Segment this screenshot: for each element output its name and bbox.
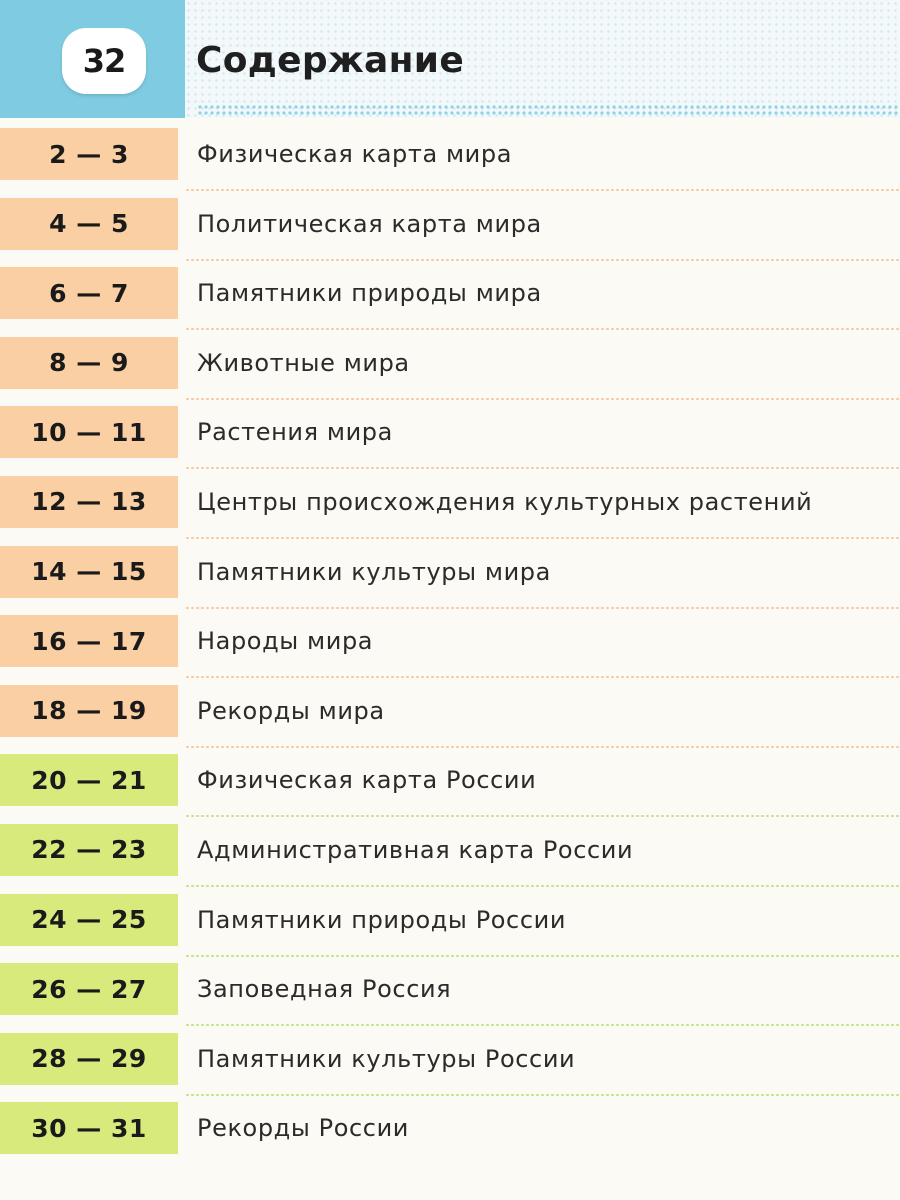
dotted-divider <box>185 327 900 331</box>
page-title: Содержание <box>196 40 465 81</box>
page-number-badge: 32 <box>62 28 146 94</box>
page-range: 2 — 3 <box>0 128 178 180</box>
dotted-divider <box>185 814 900 818</box>
title-underline <box>197 104 900 116</box>
entry-title: Центры происхождения культурных растений <box>197 487 813 516</box>
dotted-divider <box>185 884 900 888</box>
dotted-divider <box>185 606 900 610</box>
page-range: 4 — 5 <box>0 198 178 250</box>
entry-title: Памятники природы мира <box>197 279 542 308</box>
entry-title: Политическая карта мира <box>197 209 542 238</box>
toc-row[interactable] <box>0 615 900 685</box>
entry-title: Физическая карта мира <box>197 140 513 168</box>
toc-row[interactable] <box>0 754 900 824</box>
toc-row[interactable] <box>0 337 900 407</box>
dotted-divider <box>185 1023 900 1027</box>
toc-row[interactable] <box>0 128 900 198</box>
page-range: 16 — 17 <box>0 615 178 667</box>
entry-title: Народы мира <box>197 627 374 656</box>
dotted-divider <box>185 675 900 679</box>
toc-row[interactable] <box>0 963 900 1033</box>
dotted-divider <box>185 745 900 749</box>
toc-row[interactable] <box>0 546 900 616</box>
entry-title: Заповедная Россия <box>197 975 452 1004</box>
page-range: 28 — 29 <box>0 1033 178 1085</box>
page-range: 26 — 27 <box>0 963 178 1015</box>
toc-row[interactable] <box>0 267 900 337</box>
dotted-divider <box>185 397 900 401</box>
toc-row[interactable] <box>0 685 900 755</box>
dotted-divider <box>185 954 900 958</box>
toc-row[interactable] <box>0 1033 900 1103</box>
page-range: 14 — 15 <box>0 546 178 598</box>
page-range: 18 — 19 <box>0 685 178 737</box>
page-range: 10 — 11 <box>0 406 178 458</box>
toc-row[interactable] <box>0 198 900 268</box>
toc-row[interactable] <box>0 476 900 546</box>
entry-title: Растения мира <box>197 418 393 447</box>
page-range: 6 — 7 <box>0 267 178 319</box>
entry-title: Животные мира <box>197 348 410 377</box>
dotted-divider <box>185 188 900 192</box>
page-range: 20 — 21 <box>0 754 178 806</box>
dotted-divider <box>185 536 900 540</box>
dotted-divider <box>185 1093 900 1097</box>
page-range: 24 — 25 <box>0 894 178 946</box>
entry-title: Физическая карта России <box>197 766 537 795</box>
toc-row[interactable] <box>0 406 900 476</box>
page-range: 30 — 31 <box>0 1102 178 1154</box>
entry-title: Памятники культуры России <box>197 1044 576 1073</box>
entry-title: Административная карта России <box>197 835 634 864</box>
dotted-divider <box>185 466 900 470</box>
entry-title: Памятники культуры мира <box>197 557 551 586</box>
page-range: 22 — 23 <box>0 824 178 876</box>
page-range: 8 — 9 <box>0 337 178 389</box>
table-of-contents <box>0 128 900 1172</box>
toc-row[interactable] <box>0 824 900 894</box>
entry-title: Памятники природы России <box>197 905 567 934</box>
page-range: 12 — 13 <box>0 476 178 528</box>
toc-row[interactable] <box>0 894 900 964</box>
dotted-divider <box>185 258 900 262</box>
entry-title: Рекорды мира <box>197 696 385 725</box>
entry-title: Рекорды России <box>197 1114 409 1143</box>
toc-row[interactable] <box>0 1102 900 1172</box>
